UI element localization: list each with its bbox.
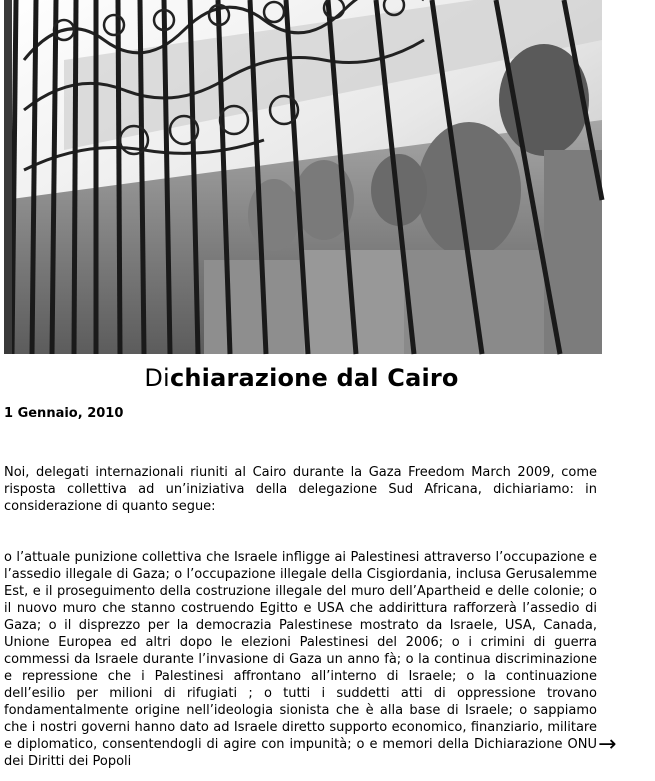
right-arrow-icon[interactable]: →	[598, 732, 617, 757]
title-prefix: Di	[144, 364, 170, 392]
considerations-paragraph: o l’attuale punizione collettiva che Israele infligge ai Palestinesi attraverso l’occupazione e l’assedio illegale di Gaza; o l’occupazione illegale della Cisgiordania, inclusa Gerusalemme Est, e il proseguimento della costruzione illegale del muro dell’Apartheid e delle colonie; o il nuovo muro che stanno costruendo Egitto e USA che addirittura rafforzerà l’assedio di Gaza; o il disprezzo per la democrazia Palestinese mostrato da Israele, USA, Canada, Unione Europea ed altri dopo le elezioni Palestinesi del 2006; o i crimini di guerra commessi da Israele durante l’invasione di Gaza un anno fà; o la continua discriminazione e repressione che i Palestinesi affrontano all’interno di Israele; o la continuazione dell’esilio per milioni di rifugiati ; o tutti i suddetti atti di oppressione trovano fondamentalmente origine nell’ideologia sionista che è alla base di Israele; o sappiamo che i nostri governi hanno dato ad Israele diretto supporto economico, finanziario, militare e diplomatico, consentendogli di agire con impunità; o e memori della Dichiarazione ONU dei Diritti dei Popoli	[4, 550, 597, 769]
intro-paragraph: Noi, delegati internazionali riuniti al Cairo durante la Gaza Freedom March 2009, come risposta collettiva ad un’iniziativa della delegazione Sud Africana, dichiariamo: in considerazione di quanto segue:	[4, 465, 597, 514]
document-date: 1 Gennaio, 2010	[4, 406, 124, 421]
page-title	[0, 364, 603, 392]
title-main: chiarazione dal Cairo	[169, 364, 459, 392]
header-photo	[4, 0, 602, 354]
